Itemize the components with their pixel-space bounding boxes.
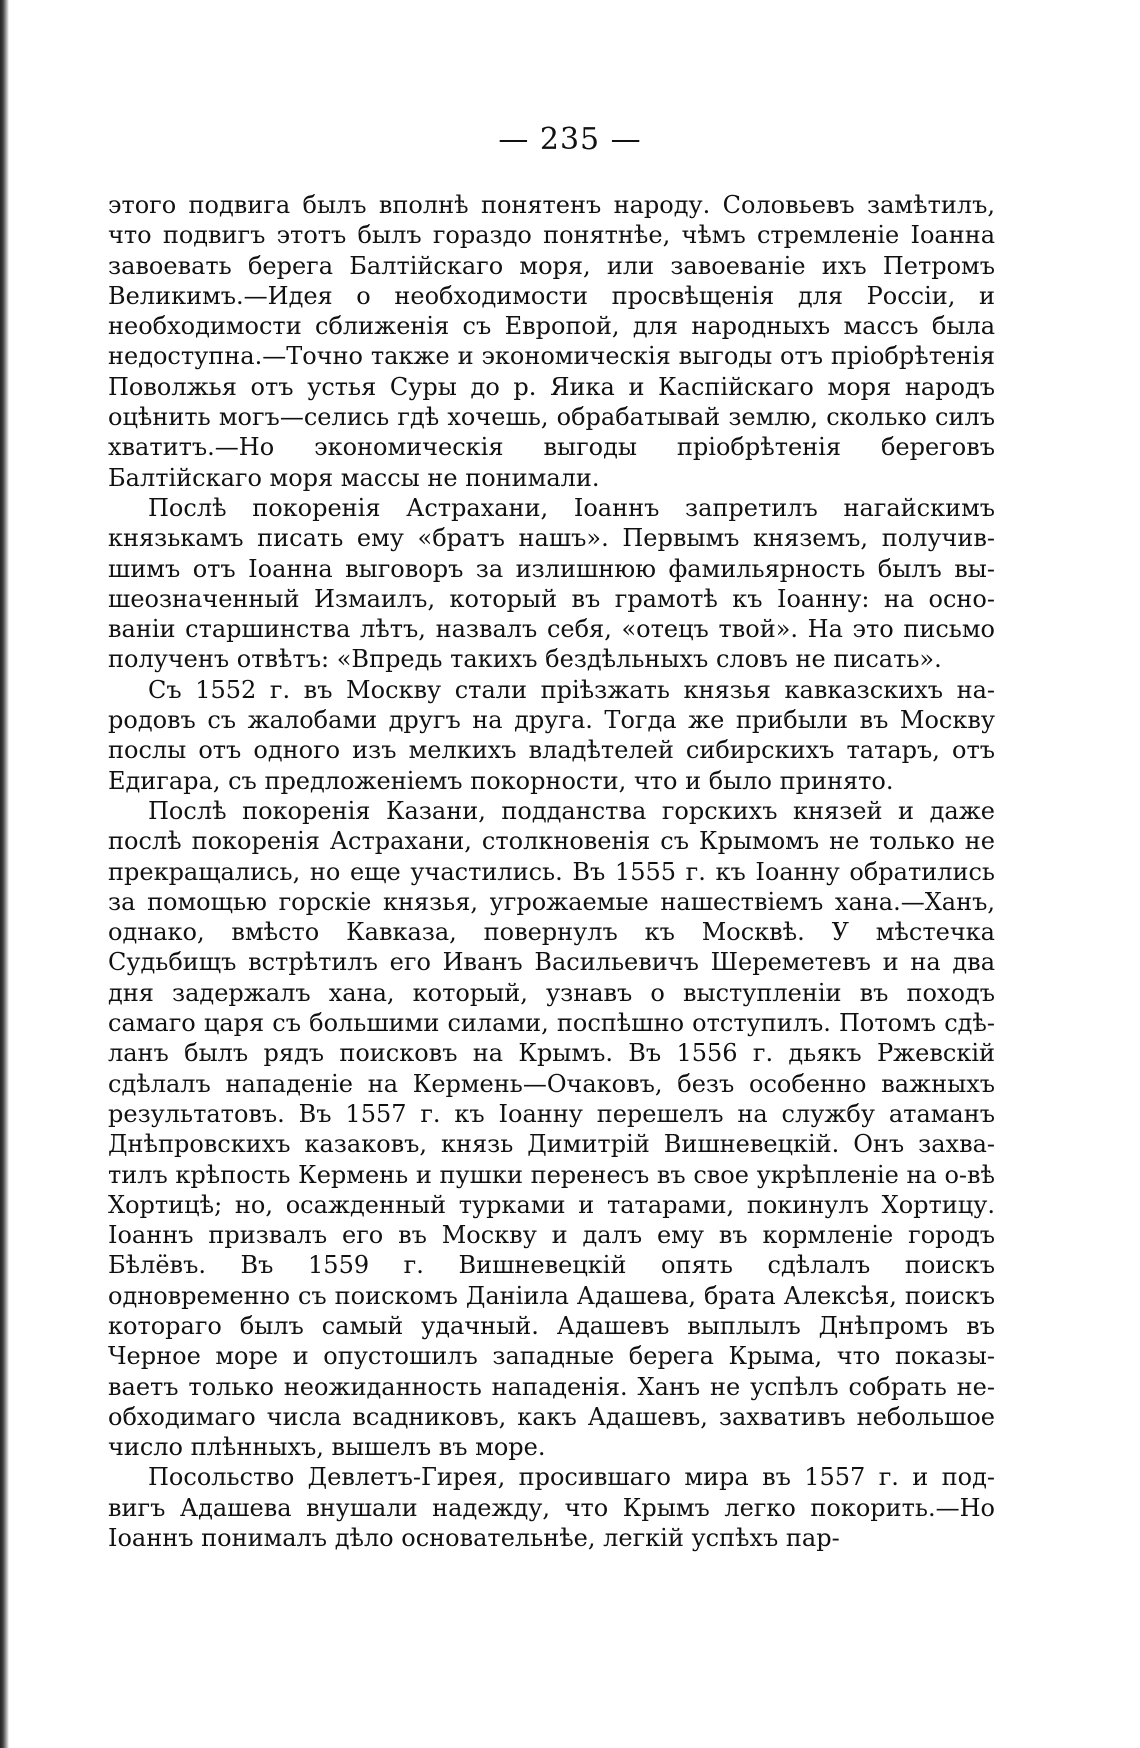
paragraph-3: Съ 1552 г. въ Москву стали прiѣзжать князья кавказскихъ народовъ съ жалобами другъ на друга. Тогда же прибыли въ Москву послы отъ одного изъ мелкихъ владѣтелей сибирскихъ татаръ, отъ Едигара, съ предложенiемъ покорности, что и было принято. (108, 675, 995, 795)
body-text (108, 190, 995, 1553)
page-number: — 235 — (498, 122, 642, 157)
paragraph-5: Посольство Девлетъ-Гирея, просившаго мира въ 1557 г. и подвигъ Адашева внушали надежду, что Крымъ легко покорить.—Но Iоаннъ понималъ дѣло основательнѣе, легкiй успѣхъ пар- (108, 1463, 995, 1553)
paragraph-2: Послѣ покоренiя Астрахани, Iоаннъ запретилъ нагайскимъ князькамъ писать ему «братъ нашъ». Первымъ княземъ, получившимъ отъ Iоанна выговоръ за излишнюю фамильярность былъ вышеозначенный Измаилъ, который въ грамотѣ къ Iоанну: на основанiи старшинства лѣтъ, назвалъ себя, «отецъ твой». На это письмо полученъ отвѣтъ: «Впредь такихъ бездѣльныхъ словъ не писать». (108, 493, 995, 674)
page-left-edge-shadow (0, 0, 9, 1748)
paragraph-4: Послѣ покоренiя Казани, подданства горскихъ князей и даже послѣ покоренiя Астрахани, столкновенiя съ Крымомъ не только не прекращались, но еще участились. Въ 1555 г. къ Iоанну обратились за помощью горскiе князья, угрожаемые нашествiемъ хана.—Ханъ, однако, вмѣсто Кавказа, повернулъ къ Москвѣ. У мѣстечка Судьбищъ встрѣтилъ его Иванъ Васильевичъ Шереметевъ и на два дня задержалъ хана, который, узнавъ о выступленiи въ походъ самаго царя съ большими силами, поспѣшно отступилъ. Потомъ сдѣланъ былъ рядъ поисковъ на Крымъ. Въ 1556 г. дьякъ Ржевскiй сдѣлалъ нападенiе на Кермень—Очаковъ, безъ особенно важныхъ результатовъ. Въ 1557 г. къ Iоанну перешелъ на службу атаманъ Днѣпровскихъ казаковъ, князь Димитрiй Вишневецкiй. Онъ захватилъ крѣпость Кермень и пушки перенесъ въ свое укрѣпленiе на о-вѣ Хортицѣ; но, осажденный турками и татарами, покинулъ Хортицу. Iоаннъ призвалъ его въ Москву и далъ ему въ кормленiе городъ Бѣлёвъ. Въ 1559 г. Вишневецкiй опять сдѣлалъ поискъ одновременно съ поискомъ Данiила Адашева, брата Алексѣя, поискъ котораго былъ самый удачный. Адашевъ выплылъ Днѣпромъ въ Черное море и опустошилъ западные берега Крыма, что показываетъ только неожиданность нападенiя. Ханъ не успѣлъ собрать необходимаго числа всадниковъ, какъ Адашевъ, захвативъ небольшое число плѣнныхъ, вышелъ въ море. (108, 796, 995, 1462)
paragraph-1: этого подвига былъ вполнѣ понятенъ народу. Соловьевъ замѣтилъ, что подвигъ этотъ былъ гораздо понятнѣе, чѣмъ стремленiе Iоанна завоевать берега Балтiйскаго моря, или завоеванiе ихъ Петромъ Великимъ.—Идея о необходимости просвѣщенiя для Россiи, и необходимости сближенiя съ Европой, для народныхъ массъ была недоступна.—Точно также и экономическiя выгоды отъ прiобрѣтенiя Поволжья отъ устья Суры до р. Яика и Каспiйскаго моря народъ оцѣнить могъ—селись гдѣ хочешь, обрабатывай землю, сколько силъ хватитъ.—Но экономическiя выгоды прiобрѣтенiя береговъ Балтiйскаго моря массы не понимали. (108, 191, 995, 492)
